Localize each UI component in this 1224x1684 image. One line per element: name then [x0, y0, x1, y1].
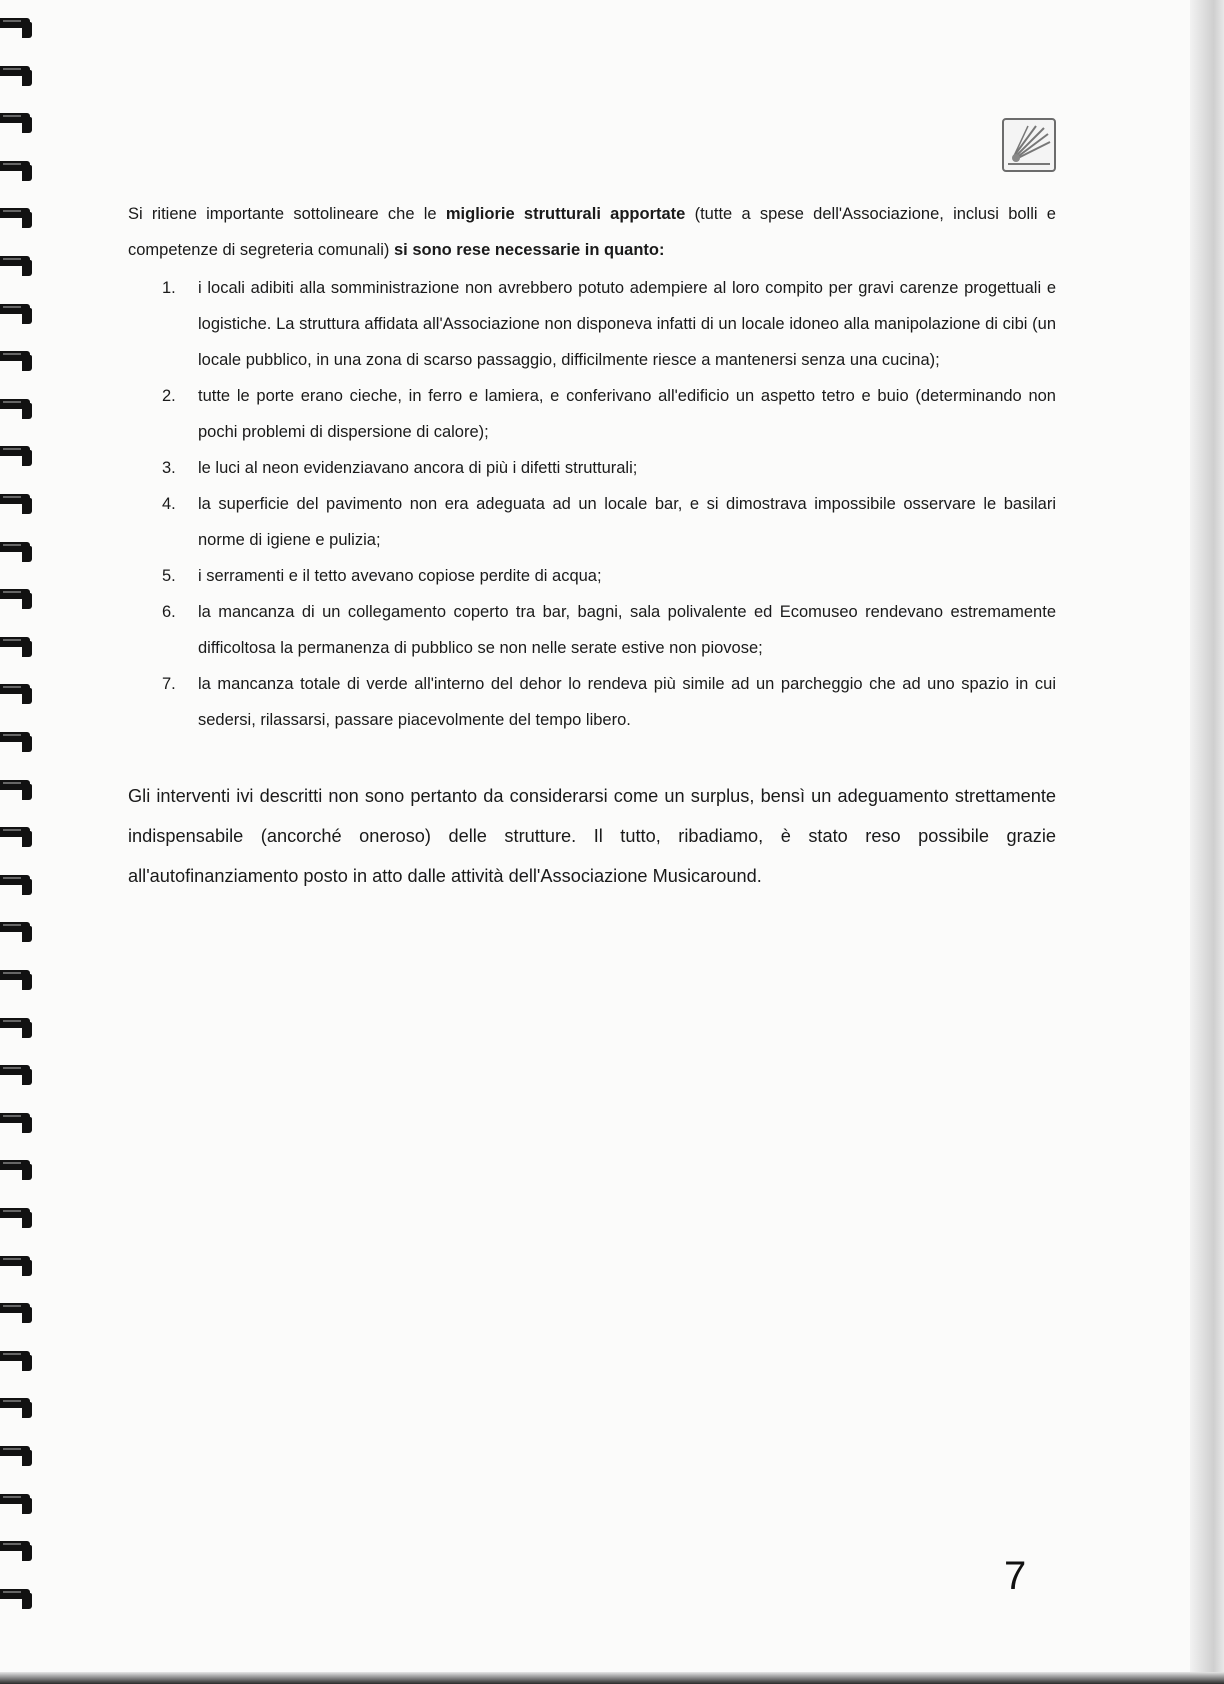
- list-item-number: 6.: [162, 603, 176, 621]
- binding-ring: [0, 732, 34, 752]
- list-item-text: la mancanza totale di verde all'interno del dehor lo rendeva più simile ad un parcheggio che ad uno spazio in cui sedersi, rilassarsi, passare piacevolmente del tempo libero.: [198, 675, 1056, 729]
- intro-bold-1: migliorie strutturali apportate: [445, 205, 686, 223]
- binding-ring: [0, 589, 34, 609]
- page-edge-shadow: [1190, 0, 1224, 1684]
- binding-ring: [0, 684, 34, 704]
- list-item-number: 4.: [162, 495, 176, 513]
- binding-ring: [0, 1256, 34, 1276]
- binding-ring: [0, 161, 34, 181]
- list-item-text: le luci al neon evidenziavano ancora di più i difetti strutturali;: [198, 459, 638, 477]
- association-logo-icon: [1002, 118, 1056, 172]
- list-item-number: 3.: [162, 459, 176, 477]
- binding-ring: [0, 113, 34, 133]
- binding-ring: [0, 446, 34, 466]
- list-item-number: 7.: [162, 675, 176, 693]
- reasons-list: [128, 270, 1056, 738]
- binding-ring: [0, 351, 34, 371]
- binding-ring: [0, 1018, 34, 1038]
- binding-ring: [0, 922, 34, 942]
- binding-ring: [0, 494, 34, 514]
- binding-ring: [0, 780, 34, 800]
- list-item: [128, 486, 1056, 558]
- list-item-number: 2.: [162, 387, 176, 405]
- page-number: 7: [1004, 1554, 1027, 1598]
- list-item-text: la mancanza di un collegamento coperto tra bar, bagni, sala polivalente ed Ecomuseo rendevano estremamente difficoltosa la permanenza di pubblico se non nelle serate estive non piovose;: [198, 603, 1056, 657]
- list-item: [128, 594, 1056, 666]
- binding-ring: [0, 1303, 34, 1323]
- binding-ring: [0, 256, 34, 276]
- binding-ring: [0, 1589, 34, 1609]
- list-item-text: i locali adibiti alla somministrazione non avrebbero potuto adempiere al loro compito per gravi carenze progettuali e logistiche. La struttura affidata all'Associazione non disponeva infatti di un locale idoneo alla manipolazione di cibi (un locale pubblico, in una zona di scarso passaggio, difficilmente riesce a mantenersi senza una cucina);: [198, 279, 1056, 369]
- main-content: [128, 196, 1056, 896]
- binding-ring: [0, 970, 34, 990]
- binding-ring: [0, 637, 34, 657]
- intro-paragraph: [128, 196, 1056, 268]
- binding-ring: [0, 1541, 34, 1561]
- closing-paragraph: Gli interventi ivi descritti non sono pertanto da considerarsi come un surplus, bensì un adeguamento strettamente indispensabile (ancorché oneroso) delle strutture. Il tutto, ribadiamo, è stato reso possibile grazie all'autofinanziamento posto in atto dalle attività dell'Associazione Musicaround.: [128, 786, 1056, 886]
- binding-ring: [0, 1446, 34, 1466]
- binding-ring: [0, 1160, 34, 1180]
- list-item: [128, 378, 1056, 450]
- binding-ring: [0, 875, 34, 895]
- intro-text-2: (tutte a spese dell'Associazione, inclusi bolli e competenze di segreteria comunali): [128, 205, 1056, 259]
- list-item: [128, 450, 1056, 486]
- binding-ring: [0, 827, 34, 847]
- binding-ring: [0, 18, 34, 38]
- binding-ring: [0, 542, 34, 562]
- list-item-text: i serramenti e il tetto avevano copiose perdite di acqua;: [198, 567, 602, 585]
- spiral-binding: [0, 18, 40, 1638]
- list-item: [128, 270, 1056, 378]
- list-item-text: tutte le porte erano cieche, in ferro e lamiera, e conferivano all'edificio un aspetto tetro e buio (determinando non pochi problemi di dispersione di calore);: [198, 387, 1056, 441]
- binding-ring: [0, 1494, 34, 1514]
- intro-text-1: Si ritiene importante sottolineare che le: [128, 205, 446, 223]
- binding-ring: [0, 1208, 34, 1228]
- binding-ring: [0, 1398, 34, 1418]
- list-item-text: la superficie del pavimento non era adeguata ad un locale bar, e si dimostrava impossibile osservare le basilari norme di igiene e pulizia;: [198, 495, 1056, 549]
- list-item-number: 1.: [162, 279, 176, 297]
- list-item: [128, 558, 1056, 594]
- binding-ring: [0, 1113, 34, 1133]
- binding-ring: [0, 208, 34, 228]
- list-item: [128, 666, 1056, 738]
- list-item-number: 5.: [162, 567, 176, 585]
- binding-ring: [0, 399, 34, 419]
- binding-ring: [0, 1065, 34, 1085]
- binding-ring: [0, 66, 34, 86]
- page-bottom-shadow: [0, 1672, 1224, 1684]
- intro-bold-2: si sono rese necessarie in quanto:: [393, 241, 665, 259]
- binding-ring: [0, 304, 34, 324]
- binding-ring: [0, 1351, 34, 1371]
